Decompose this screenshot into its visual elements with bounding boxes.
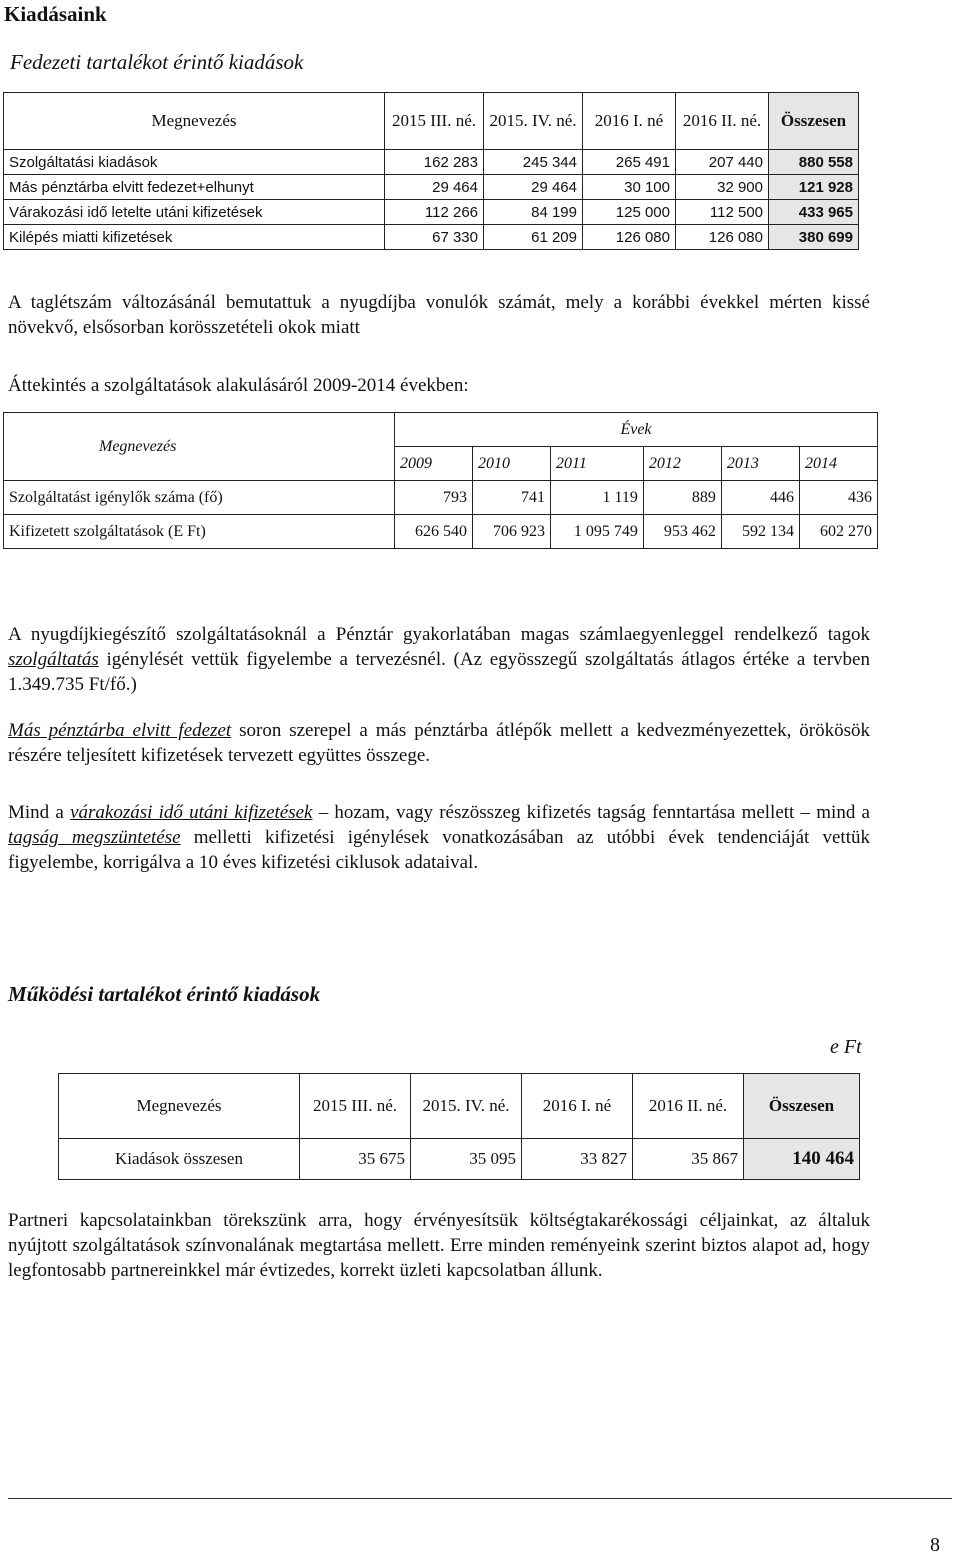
para3-text-a: A nyugdíjkiegészítő szolgáltatásoknál a Pénztár gyakorlatában magas számlaegyenleggel rendelkező tagok	[8, 624, 870, 645]
cell-value: 626 540	[395, 515, 473, 549]
cell-total: 880 558	[769, 150, 859, 175]
row-name: Kilépés miatti kifizetések	[4, 225, 385, 250]
row-name: Szolgáltatási kiadások	[4, 150, 385, 175]
cell-value: 125 000	[583, 200, 676, 225]
cell-value: 953 462	[643, 515, 721, 549]
col-header-total: Összesen	[769, 93, 859, 150]
cell-value: 245 344	[484, 150, 583, 175]
cell-value: 436	[799, 481, 877, 515]
cell-value: 61 209	[484, 225, 583, 250]
col-header-name: Megnevezés	[4, 93, 385, 150]
link-mas-penztarba: Más pénztárba elvitt fedezet	[8, 720, 232, 741]
paragraph-partneri: Partneri kapcsolatainkban törekszünk arra, hogy érvényesítsük költségtakarékossági céljainkat, az általuk nyújtott szolgáltatások színvonalának megtartása mellett. Erre minden reményeink szerint biztos alapot ad, hogy legfontosabb partnereinkkel már évtizedes, korrekt üzleti kapcsolatban állunk.	[8, 1210, 870, 1281]
col-header-2015-iii: 2015 III. né.	[385, 93, 484, 150]
cell-value: 741	[473, 481, 551, 515]
unit-label: e Ft	[830, 1036, 862, 1058]
mukodesi-kiadasok-table	[58, 1073, 860, 1180]
col-header-total: Összesen	[744, 1074, 860, 1139]
paragraph-varakozasi	[8, 800, 870, 875]
row-name: Kiadások összesen	[59, 1139, 300, 1180]
cell-value: 889	[643, 481, 721, 515]
cell-value: 29 464	[385, 175, 484, 200]
link-szolgaltatas: szolgáltatás	[8, 649, 99, 670]
para5-text-c: melletti kifizetési igénylések vonatkozásában az utóbbi évek tendenciáját vettük figyelembe, korrigálva a 10 éves kifizetési ciklusok adataival.	[8, 827, 870, 873]
cell-value: 1 119	[551, 481, 644, 515]
cell-value: 706 923	[473, 515, 551, 549]
table-row	[59, 1139, 860, 1180]
cell-value: 207 440	[676, 150, 769, 175]
cell-value: 126 080	[583, 225, 676, 250]
table-row	[4, 175, 859, 200]
cell-value: 30 100	[583, 175, 676, 200]
page-title: Kiadásaink	[4, 2, 107, 26]
cell-value: 35 095	[411, 1139, 522, 1180]
table-header-row	[4, 413, 878, 447]
table-row	[4, 515, 878, 549]
para3-text-b: igénylését vettük figyelembe a tervezésnél. (Az egyösszegű szolgáltatás átlagos értéke a tervben 1.349.735 Ft/fő.)	[8, 649, 870, 695]
link-varakozasi: várakozási idő utáni kifizetések	[70, 802, 313, 823]
col-header-year: 2011	[551, 447, 644, 481]
table-header-row	[59, 1074, 860, 1139]
col-header-year: 2012	[643, 447, 721, 481]
cell-value: 33 827	[522, 1139, 633, 1180]
section-heading-mukodesi: Működési tartalékot érintő kiadások	[8, 982, 321, 1006]
cell-value: 602 270	[799, 515, 877, 549]
row-name: Várakozási idő letelte utáni kifizetések	[4, 200, 385, 225]
col-header-2015-iv: 2015. IV. né.	[411, 1074, 522, 1139]
cell-value: 592 134	[721, 515, 799, 549]
table-row	[4, 200, 859, 225]
col-header-evek: Évek	[395, 413, 878, 447]
col-header-2015-iv: 2015. IV. né.	[484, 93, 583, 150]
paragraph-nyugdijkiegeszito	[8, 622, 870, 697]
cell-value: 67 330	[385, 225, 484, 250]
cell-value: 32 900	[676, 175, 769, 200]
cell-value: 35 867	[633, 1139, 744, 1180]
page-number: 8	[930, 1534, 940, 1556]
cell-value: 162 283	[385, 150, 484, 175]
cell-value: 35 675	[300, 1139, 411, 1180]
col-header-year: 2014	[799, 447, 877, 481]
row-name: Szolgáltatást igénylők száma (fő)	[4, 481, 395, 515]
cell-value: 112 266	[385, 200, 484, 225]
fedezeti-kiadasok-table	[3, 92, 859, 250]
szolgaltatasok-table	[3, 412, 878, 549]
paragraph-mas-penztar	[8, 718, 870, 768]
section-heading-fedezeti: Fedezeti tartalékot érintő kiadások	[10, 50, 304, 74]
col-header-2016-i: 2016 I. né	[583, 93, 676, 150]
cell-value: 446	[721, 481, 799, 515]
paragraph-tagletszam: A taglétszám változásánál bemutattuk a nyugdíjba vonulók számát, mely a korábbi évekkel mérten kissé növekvő, elsősorban korösszetételi okok miatt	[8, 292, 870, 338]
row-name: Kifizetett szolgáltatások (E Ft)	[4, 515, 395, 549]
col-header-2016-i: 2016 I. né	[522, 1074, 633, 1139]
cell-total: 140 464	[744, 1139, 860, 1180]
table-header-row	[4, 93, 859, 150]
table-row	[4, 225, 859, 250]
col-header-year: 2013	[721, 447, 799, 481]
para5-text-b: – hozam, vagy részösszeg kifizetés tagság fenntartása mellett – mind a	[312, 802, 870, 823]
col-header-2015-iii: 2015 III. né.	[300, 1074, 411, 1139]
table-row	[4, 481, 878, 515]
cell-total: 433 965	[769, 200, 859, 225]
cell-value: 112 500	[676, 200, 769, 225]
para4-text-b: soron szerepel a más pénztárba átlépők mellett a kedvezményezettek, örökösök részére teljesített kifizetések tervezett együttes összege.	[8, 720, 870, 766]
col-header-2016-ii: 2016 II. né.	[676, 93, 769, 150]
cell-value: 126 080	[676, 225, 769, 250]
table-row	[4, 150, 859, 175]
col-header-name: Megnevezés	[4, 413, 395, 481]
cell-total: 380 699	[769, 225, 859, 250]
footer-divider	[8, 1498, 952, 1499]
paragraph-attekintes: Áttekintés a szolgáltatások alakulásáról 2009-2014 években:	[8, 375, 469, 396]
para5-text-a: Mind a	[8, 802, 71, 823]
col-header-year: 2010	[473, 447, 551, 481]
cell-value: 1 095 749	[551, 515, 644, 549]
cell-total: 121 928	[769, 175, 859, 200]
link-tagsag-megszuntetese: tagság megszüntetése	[8, 827, 181, 848]
cell-value: 29 464	[484, 175, 583, 200]
cell-value: 793	[395, 481, 473, 515]
cell-value: 84 199	[484, 200, 583, 225]
cell-value: 265 491	[583, 150, 676, 175]
row-name: Más pénztárba elvitt fedezet+elhunyt	[4, 175, 385, 200]
col-header-2016-ii: 2016 II. né.	[633, 1074, 744, 1139]
col-header-year: 2009	[395, 447, 473, 481]
col-header-name: Megnevezés	[59, 1074, 300, 1139]
